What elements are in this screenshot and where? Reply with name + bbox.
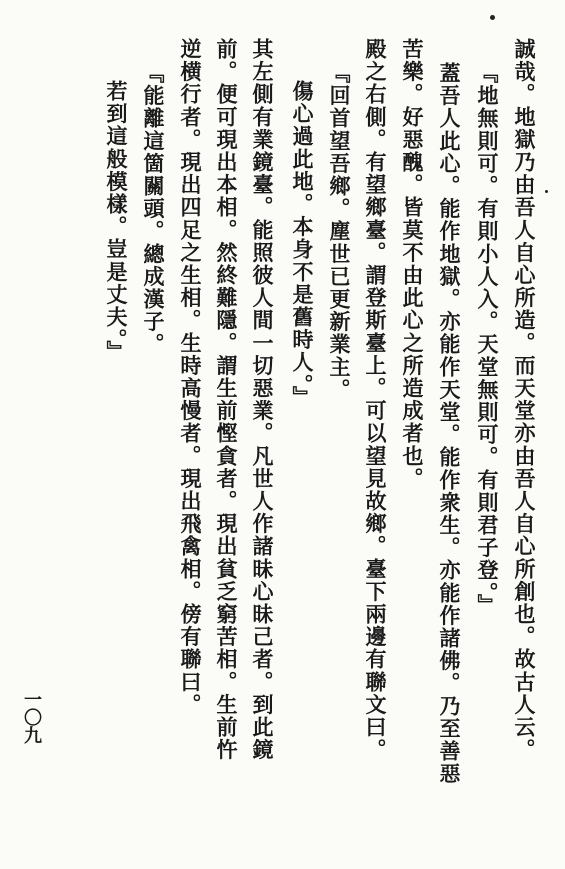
- text-column: 蓋吾人此心。能作地獄。亦能作天堂。能作衆生。亦能作諸佛。乃至善惡: [437, 62, 462, 786]
- text-column: 其左側有業鏡臺。能照彼人間一切惡業。凡世人作諸昧心昧己者。到此鏡: [250, 38, 275, 762]
- text-column: 若到這般模樣。豈是丈夫。』: [104, 80, 129, 364]
- text-column: 『地無則可。有則小人入。天堂無則可。有則君子登。』: [475, 62, 500, 617]
- text-column: 誠哉。地獄乃由吾人自心所造。而天堂亦由吾人自心所創也。故古人云。: [512, 38, 537, 762]
- ink-speck: [490, 15, 495, 20]
- page-number: 一〇九: [21, 690, 42, 744]
- text-column: 苦樂。好惡醜。皆莫不由此心之所造成者也。: [400, 38, 425, 490]
- text-column: 前。便可現出本相。然終難隱。謂生前慳貪者。現出貧乏窮苦相。生前忤: [214, 38, 239, 762]
- text-column: 傷心過此地。本身不是舊時人。』: [290, 80, 315, 409]
- text-column: 殿之右側。有望鄉臺。謂登斯臺上。可以望見故鄉。臺下兩邊有聯文曰。: [363, 38, 388, 762]
- text-column: 逆横行者。現出四足之生相。生時高慢者。現出飛禽相。傍有聯曰。: [178, 38, 203, 716]
- ink-speck: [545, 190, 548, 193]
- text-column: 『回首望吾鄉。塵世已更新業主。: [327, 62, 352, 401]
- text-column: 『能離這箇關頭。總成漢子。: [141, 62, 166, 356]
